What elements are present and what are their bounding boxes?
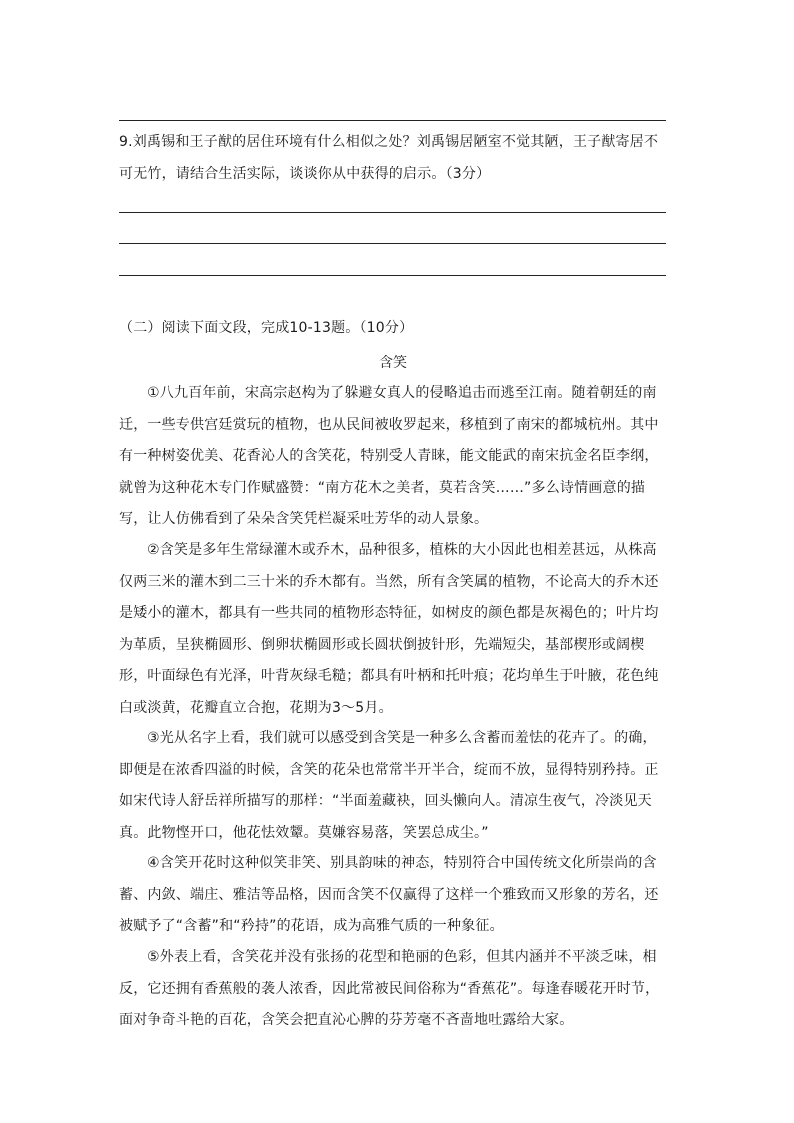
- paragraph-1: ①八九百年前，宋高宗赵构为了躲避女真人的侵略追击而逃至江南。随着朝廷的南迁，一些专供宫廷赏玩的植物，也从民间被收罗起来，移植到了南宋的都城杭州。其中有一种树姿优美、花香沁人的含笑花，特别受人青睐，能文能武的南宋抗金名臣李纲，就曾为这种花木专门作赋盛赞：“南方花木之美者，莫若含笑……”多么诗情画意的描写，让人仿佛看到了朵朵含笑凭栏凝采吐芳华的动人景象。: [119, 385, 659, 527]
- answer-line: [119, 120, 666, 121]
- answer-line: [119, 275, 666, 276]
- paragraph-2: ②含笑是多年生常绿灌木或乔木，品种很多，植株的大小因此也相差甚远，从株高仅两三米的灌木到二三十米的乔木都有。当然，所有含笑属的植物，不论高大的乔木还是矮小的灌木，都具有一些共同的植物形态特征，如树皮的颜色都是灰褐色的；叶片均为革质，呈狭椭圆形、倒卵状椭圆形或长圆状倒披针形，先端短尖，基部楔形或阔楔形，叶面绿色有光泽，叶背灰绿毛糙；都具有叶柄和托叶痕；花均单生于叶腋，花色纯白或淡黄，花瓣直立合抱，花期为3～5月。: [119, 542, 659, 716]
- answer-line: [119, 243, 666, 244]
- section-heading: （二）阅读下面文段，完成10-13题。（10分）: [119, 320, 414, 336]
- article-title: 含笑: [379, 355, 407, 371]
- paragraph-4: ④含笑开花时这种似笑非笑、别具韵味的神态，特别符合中国传统文化所崇尚的含蓄、内敛、端庄、雅洁等品格，因而含笑不仅赢得了这样一个雅致而又形象的芳名，还被赋予了“含蓄”和“矜持”的花语，成为高雅气质的一种象征。: [119, 855, 659, 934]
- answer-line: [119, 212, 666, 213]
- question-9: 9.刘禹锡和王子猷的居住环境有什么相似之处？刘禹锡居陋室不觉其陋，王子猷寄居不可无竹，请结合生活实际，谈谈你从中获得的启示。（3分）: [119, 134, 659, 182]
- paragraph-5: ⑤外表上看，含笑花并没有张扬的花型和艳丽的色彩，但其内涵并不平淡乏味，相反，它还拥有香蕉般的袭人浓香，因此常被民间俗称为“香蕉花”。每逢春暖花开时节，面对争奇斗艳的百花，含笑会把直沁心脾的芬芳毫不吝啬地吐露给大家。: [119, 949, 660, 1028]
- paragraph-3: ③光从名字上看，我们就可以感受到含笑是一种多么含蓄而羞怯的花卉了。的确，即便是在浓香四溢的时候，含笑的花朵也常常半开半合，绽而不放，显得特别矜持。正如宋代诗人舒岳祥所描写的那样：“半面羞藏袂，回头懒向人。清凉生夜气，冷淡见天真。此物悭开口，他花怯效颦。莫嫌容易落，笑罢总成尘。”: [119, 730, 659, 841]
